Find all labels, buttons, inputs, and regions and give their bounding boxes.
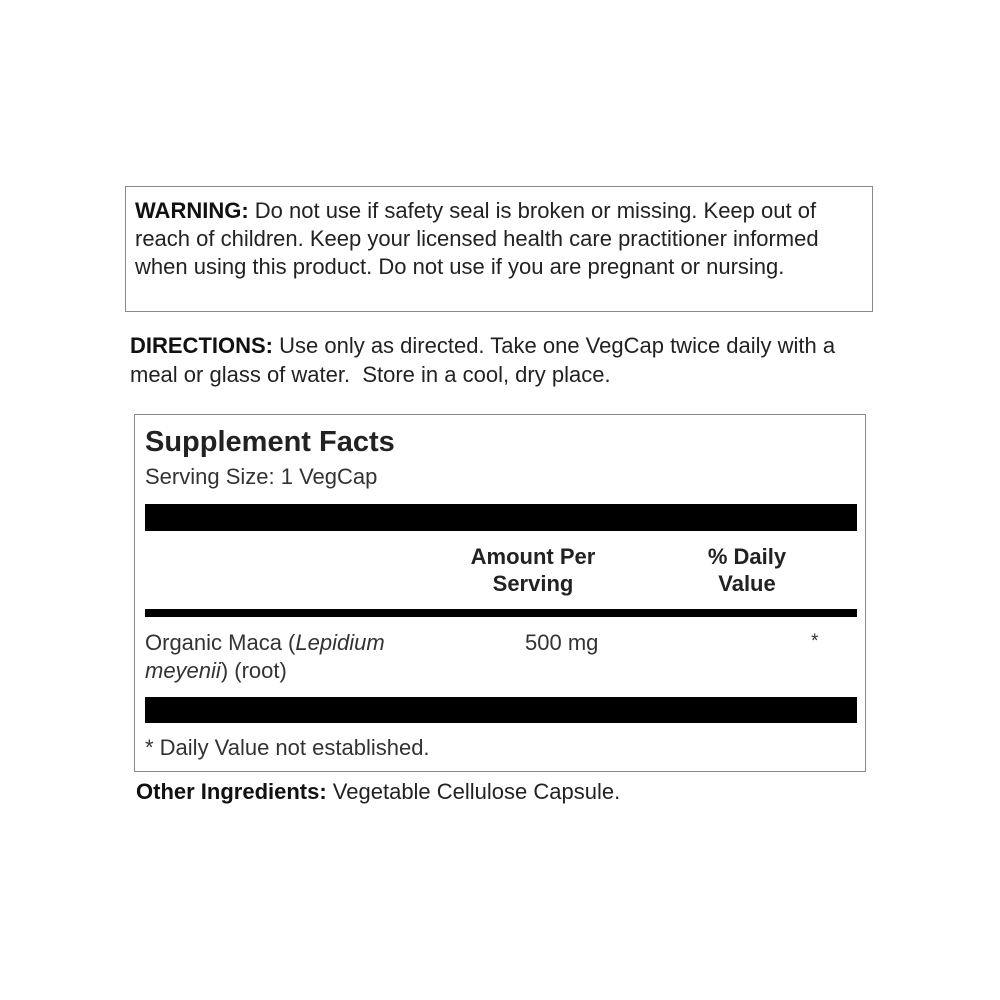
warning-label: WARNING:: [135, 198, 249, 223]
dv-header-line1: % Daily: [707, 544, 787, 569]
medium-divider: [145, 609, 857, 617]
ingredient-amount: 500 mg: [525, 630, 599, 655]
amount-per-serving-header: [437, 543, 629, 597]
ingredient-latin-name-2: meyenii: [145, 658, 221, 683]
daily-value-header: [667, 543, 827, 597]
serving-size: Serving Size: 1 VegCap: [145, 464, 378, 489]
ingredient-daily-value: *: [811, 631, 819, 652]
ingredient-name: [145, 629, 435, 685]
thick-divider-top: [145, 504, 857, 531]
facts-title: Supplement Facts: [145, 426, 395, 458]
daily-value-footnote: * Daily Value not established.: [145, 735, 430, 760]
other-ingredients: [136, 778, 620, 806]
warning-text: Do not use if safety seal is broken or missing. Keep out of reach of children. Keep your licensed health care practitioner informed when using this product. Do not use if you are pregnant or nursing.: [135, 198, 819, 279]
ingredient-name-prefix: Organic Maca (: [145, 630, 296, 655]
directions-label: DIRECTIONS:: [130, 333, 273, 358]
thick-divider-bottom: [145, 697, 857, 723]
warning-box: [125, 186, 873, 312]
dv-header-line2: Value: [718, 571, 776, 596]
amount-header-line2: Serving: [492, 571, 574, 596]
supplement-facts-panel: [134, 414, 866, 772]
ingredient-name-suffix: ) (root): [220, 658, 287, 683]
other-ingredients-label: Other Ingredients:: [136, 779, 327, 804]
directions-section: [130, 331, 870, 389]
amount-header-line1: Amount Per: [470, 544, 596, 569]
ingredient-latin-name-1: Lepidium: [295, 630, 385, 655]
directions-text: Use only as directed. Take one VegCap twice daily with a meal or glass of water. Store in a cool, dry place.: [130, 333, 842, 387]
other-ingredients-text: Vegetable Cellulose Capsule.: [326, 779, 621, 804]
